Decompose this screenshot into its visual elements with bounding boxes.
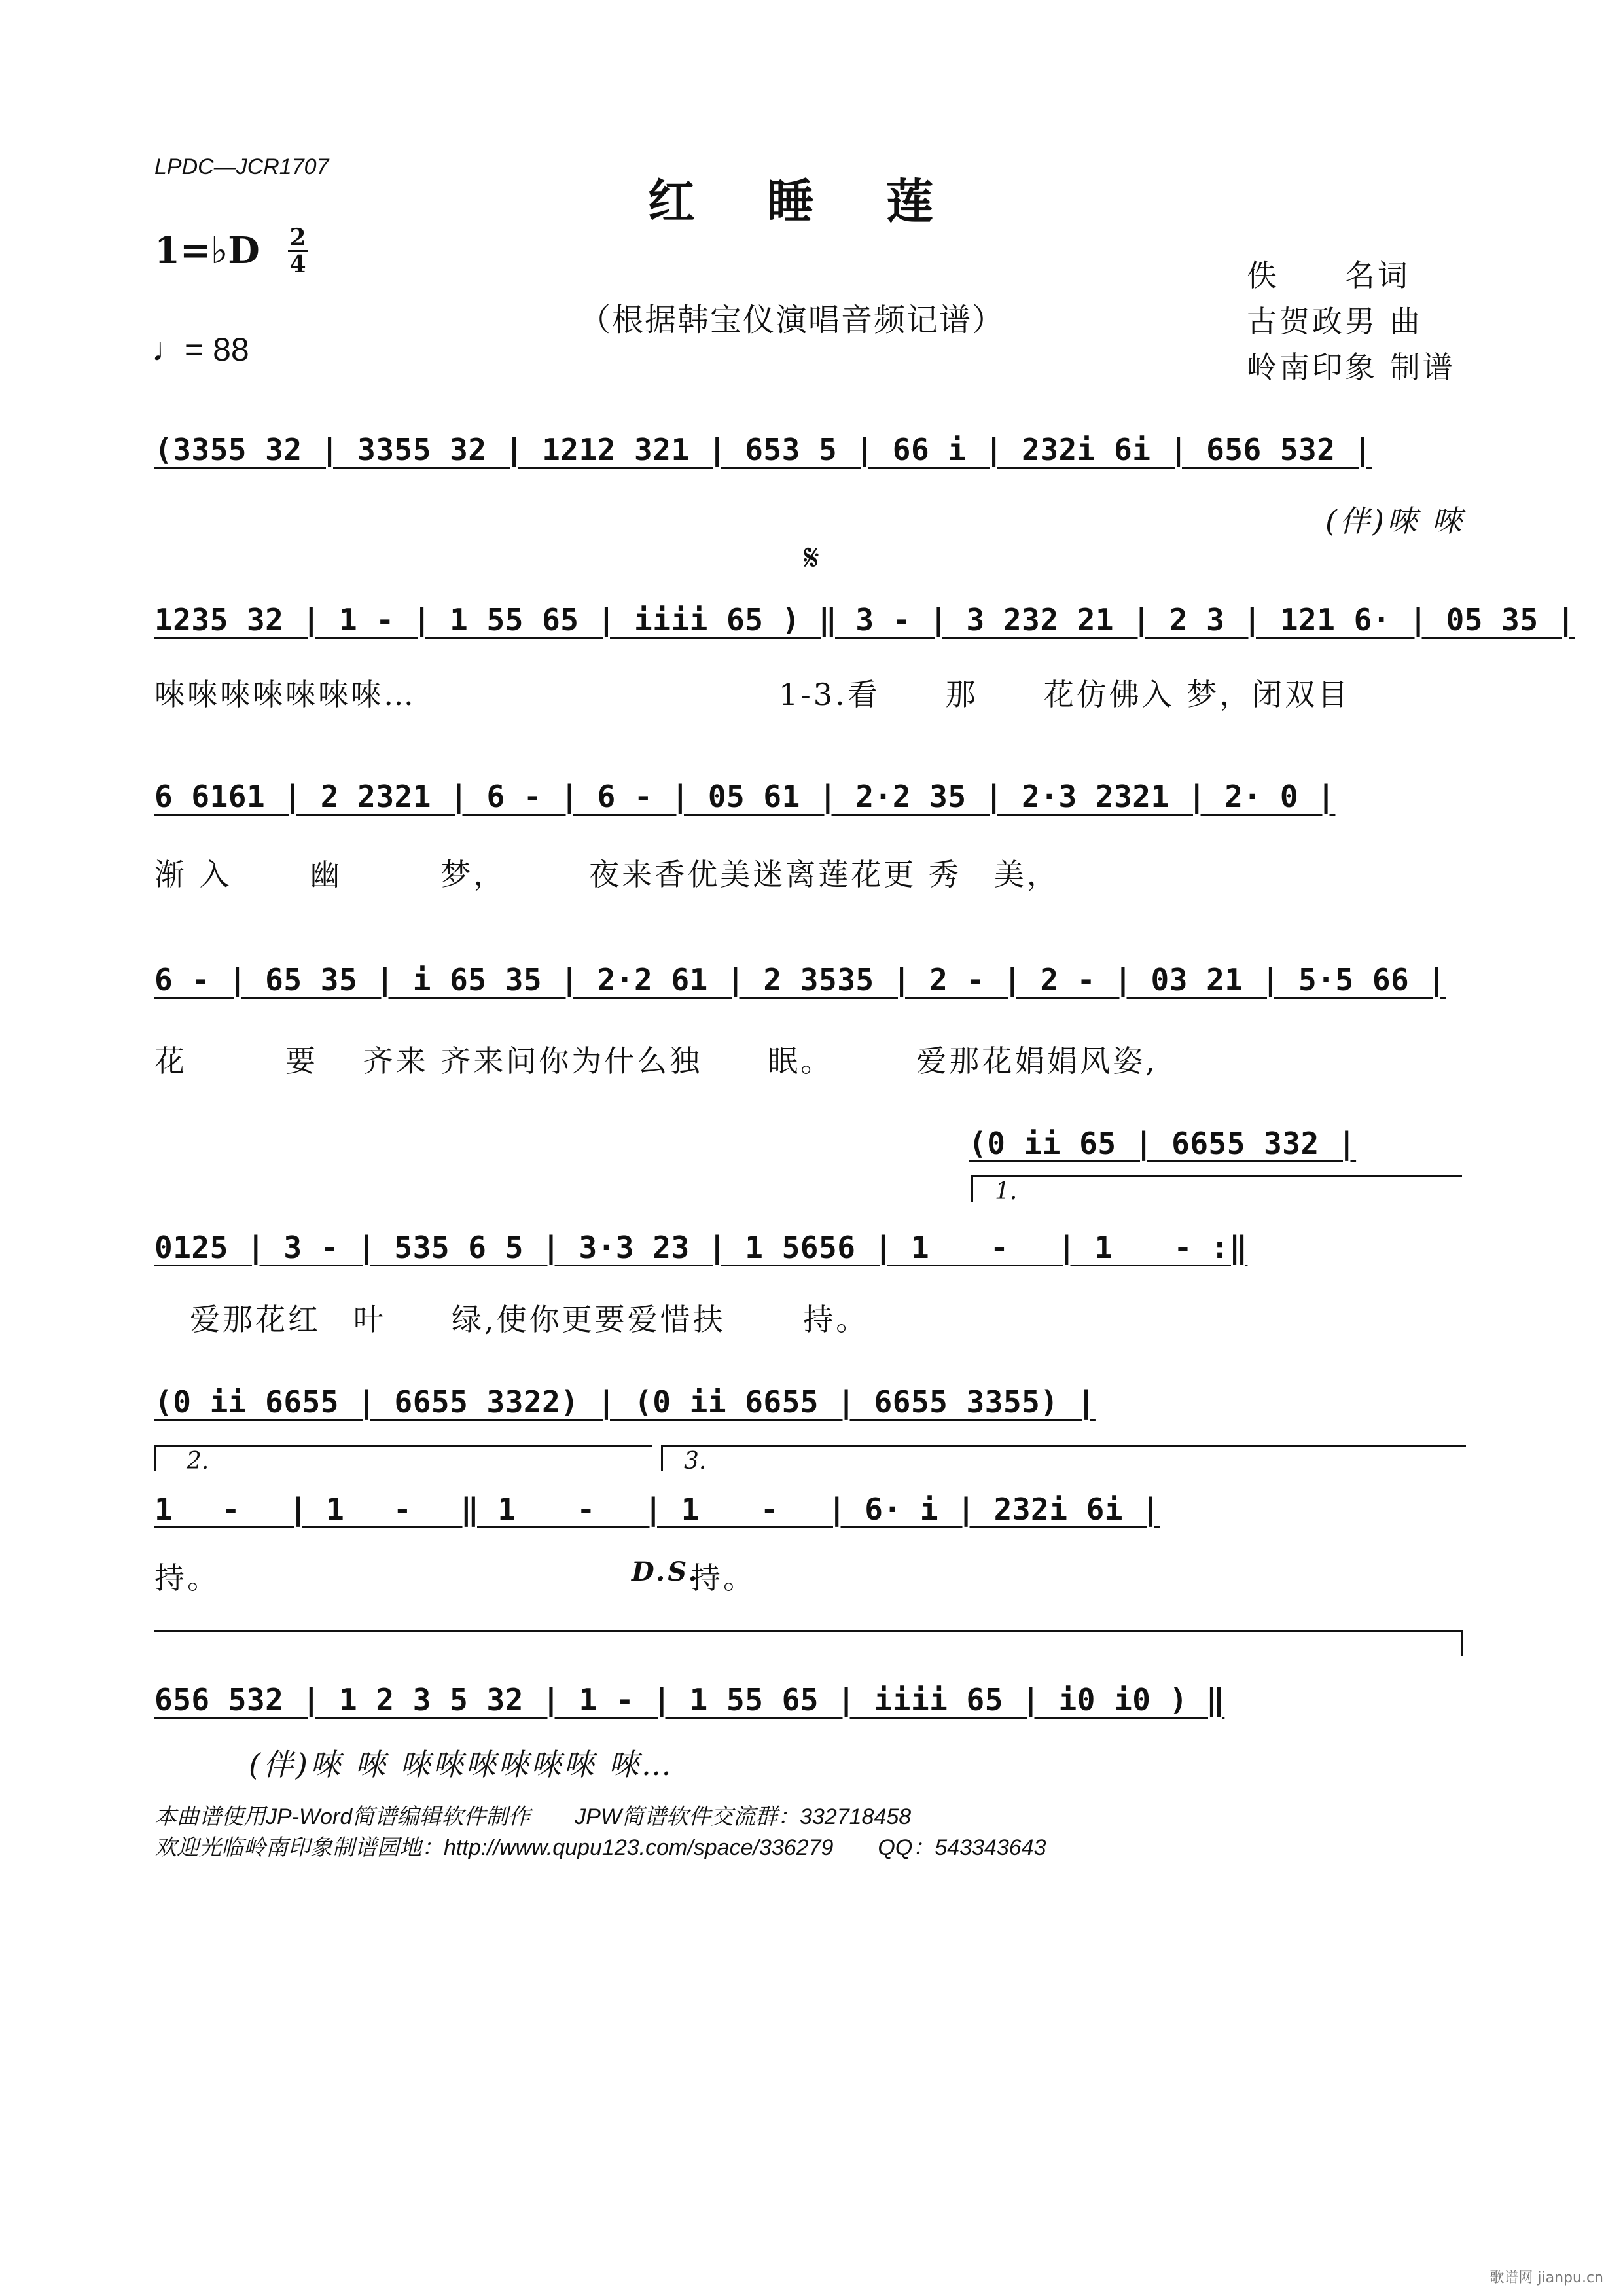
accompaniment-line-5: (0 ii 65 | 6655 332 |: [969, 1126, 1357, 1161]
credit-arranger: 岭南印象 制谱: [1247, 350, 1455, 385]
volta-1-label: 1.: [995, 1178, 1018, 1205]
volta-1-bracket: [971, 1175, 1462, 1177]
lyric-line-1: (伴)唻 唻: [1325, 503, 1465, 539]
watermark: 歌谱网 jianpu.cn: [1489, 2270, 1603, 2286]
segno-sign: 𝄋: [804, 537, 820, 579]
notation-line-5: 0125 | 3 - | 535 6 5 | 3·3 23 | 1 5656 | 1 - | 1 - :‖: [154, 1230, 1248, 1265]
notation-line-3: 6 6161 | 2 2321 | 6 - | 6 - | 05 61 | 2·2 35 | 2·3 2321 | 2· 0 |: [154, 779, 1336, 814]
volta-3-bracket: [661, 1445, 1466, 1447]
time-top: 2: [289, 224, 306, 251]
volta-2-label: 2.: [187, 1448, 209, 1475]
volta-2-edge: [154, 1445, 156, 1471]
accompaniment-line-6: (0 ii 6655 | 6655 3322) | (0 ii 6655 | 6655 3355) |: [154, 1384, 1096, 1420]
notation-line-7: 656 532 | 1 2 3 5 32 | 1 - | 1 55 65 | iiii 65 | i0 i0 ) ‖: [154, 1682, 1225, 1717]
lyric-line-6c: 持。: [690, 1560, 756, 1596]
footer-line-1: 本曲谱使用JP-Word简谱编辑软件制作 JPW简谱软件交流群：332718458: [154, 1804, 912, 1829]
volta-3-edge: [661, 1445, 663, 1471]
coda-bracket-edge: [1461, 1630, 1463, 1656]
time-signature: [288, 225, 308, 277]
lyric-line-2b: 1-3.看 那 花仿佛入 梦，闭双目: [779, 677, 1351, 712]
notation-line-2: 1235 32 | 1 - | 1 55 65 | iiii 65 ) ‖ 3 - | 3 232 21 | 2 3 | 121 6· | 05 35 |: [154, 602, 1575, 637]
lyric-line-6a: 持。: [154, 1560, 220, 1596]
credit-composer: 古贺政男 曲: [1247, 304, 1423, 339]
lyric-line-2a: 唻唻唻唻唻唻唻…: [154, 677, 416, 712]
lyric-line-3: 渐 入 幽 梦， 夜来香优美迷离莲花更 秀 美，: [154, 857, 1060, 892]
volta-2-bracket: [154, 1445, 652, 1447]
tempo-marking: ♩= 88: [152, 331, 249, 368]
credit-lyricist: 佚 名词: [1247, 258, 1410, 293]
lyric-line-5: 爱那花红 叶 绿,使你更要爱惜扶 持。: [190, 1302, 869, 1337]
notation-line-4: 6 - | 65 35 | i 65 35 | 2·2 61 | 2 3535 | 2 - | 2 - | 03 21 | 5·5 66 |: [154, 962, 1446, 997]
subtitle: （根据韩宝仪演唱音频记谱）: [579, 302, 1005, 338]
footer-line-2: 欢迎光临岭南印象制谱园地：http://www.qupu123.com/space/336279 QQ：543343643: [154, 1835, 1046, 1860]
coda-bracket: [154, 1630, 1463, 1632]
lyric-line-7: (伴)唻 唻 唻唻唻唻唻唻 唻…: [249, 1747, 674, 1782]
time-bottom: 4: [289, 251, 306, 278]
volta-3-label: 3.: [684, 1448, 707, 1475]
song-title: 红睡莲: [648, 173, 1006, 229]
volta-1-edge: [971, 1175, 973, 1202]
notation-line-6: 1 - | 1 - ‖ 1 - | 1 - | 6· i | 232i 6i |: [154, 1492, 1160, 1527]
ds-marking: D.S.: [632, 1556, 700, 1587]
lyric-line-4: 花 要 齐来 齐来问你为什么独 眠。 爱那花娟娟风姿,: [154, 1043, 1158, 1079]
notation-line-1: (3355 32 | 3355 32 | 1212 321 | 653 5 | 66 i | 232i 6i | 656 532 |: [154, 432, 1372, 467]
score-code: LPDC—JCR1707: [154, 154, 329, 179]
key-signature: 1=♭D: [154, 229, 260, 272]
